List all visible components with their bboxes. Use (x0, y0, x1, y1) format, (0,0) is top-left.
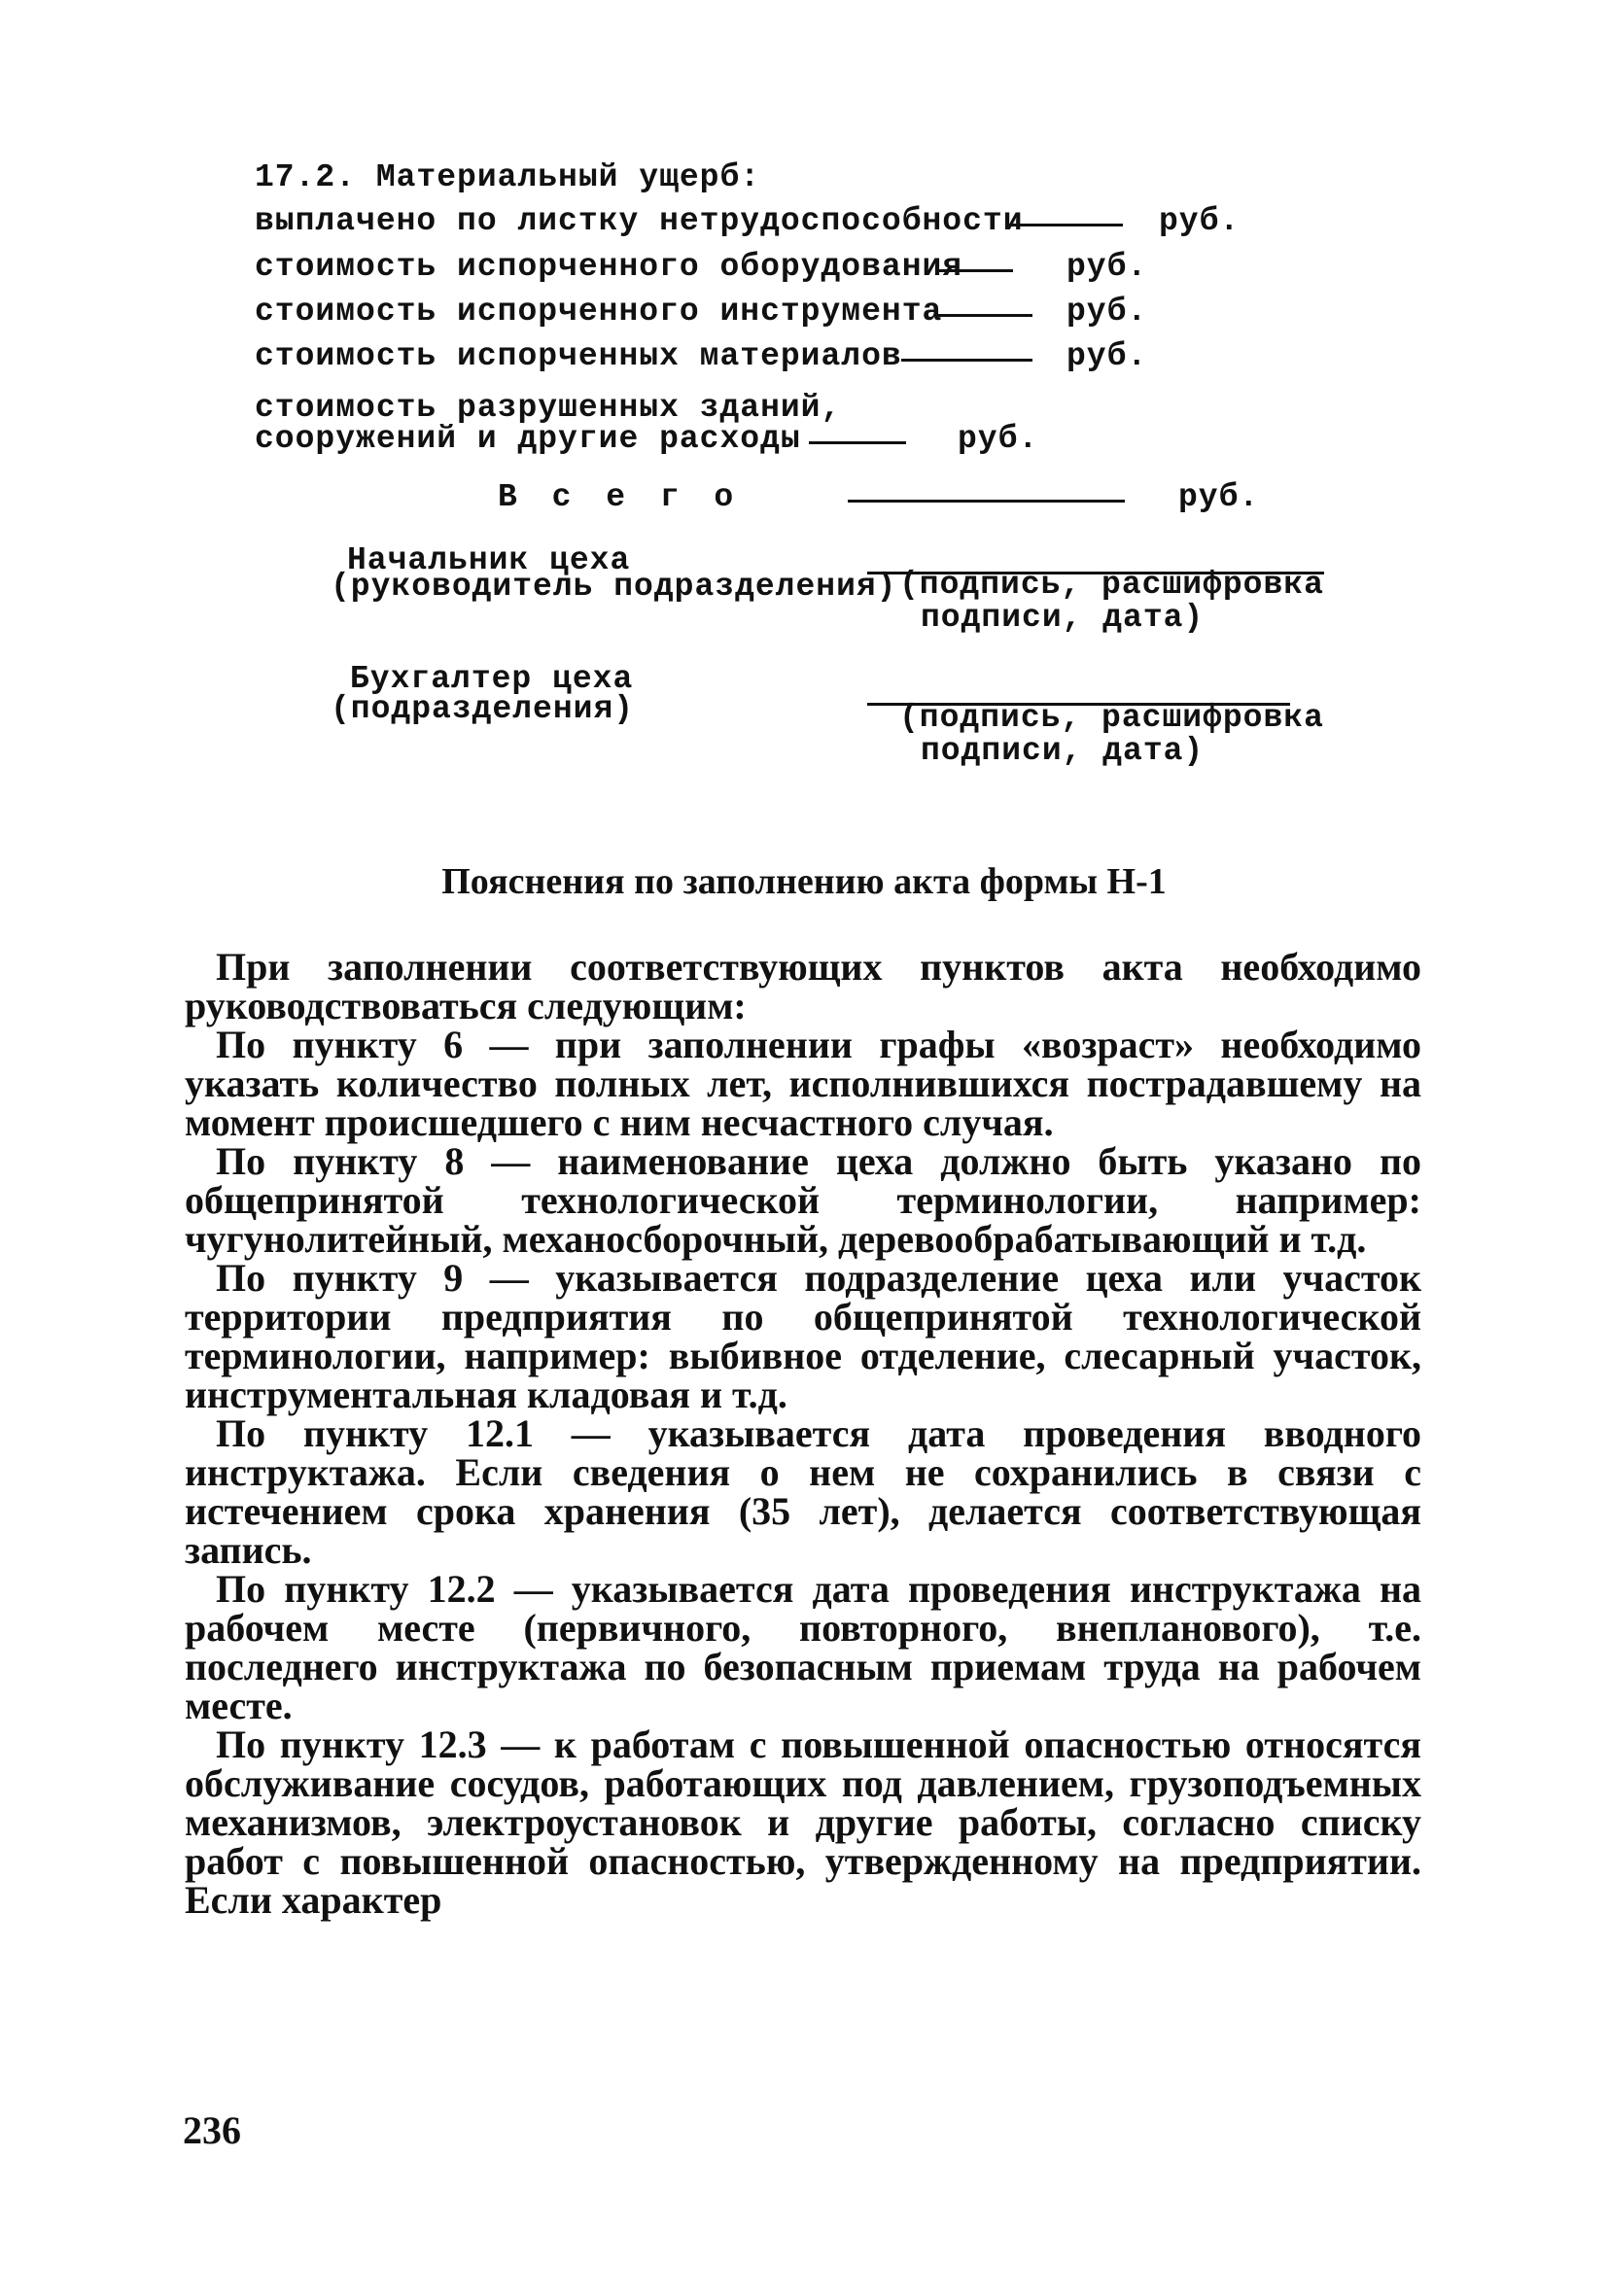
item-text: — указывается дата проведения инструктажа на рабочем месте (первичного, повторного, внепланового), т.е. последнего инструктажа по безопасным приемам труда на рабочем месте. (185, 1567, 1421, 1727)
damage-heading: 17.2. Материальный ущерб: (255, 159, 761, 195)
explanations-title: Пояснения по заполнению акта формы Н-1 (441, 861, 1167, 902)
item-label: По пункту 9 (216, 1256, 464, 1300)
amount-line (935, 314, 1032, 317)
amount-line (1008, 224, 1123, 226)
item-text: — при заполнении графы «возраст» необходимо указать количество полных лет, исполнившихся пострадавшему на момент происшедшего с ним несчастного случая. (185, 1023, 1421, 1144)
damage-buildings-line2: сооружений и другие расходы (255, 421, 801, 457)
item-text: — наименование цеха должно быть указано по общепринятой технологической терминологии, например: чугунолитейный, механосборочный, деревообрабатывающий и т.д. (185, 1139, 1421, 1261)
accountant-title: Бухгалтер цеха (350, 661, 634, 697)
item-text: — к работам с повышенной опасностью относятся обслуживание сосудов, работающих под давлением, грузоподъемных механизмов, электроустановок и другие работы, согласно списку работ с повышенной опасностью, утвержденному на предприятии. Если характер (185, 1722, 1422, 1922)
accountant-subtitle: (подразделения) (331, 691, 635, 727)
item-paragraph (185, 1411, 1421, 1572)
intro-paragraph: При заполнении соответствующих пунктов акта необходимо руководствоваться следующим: (185, 945, 1421, 1027)
total-label: В с е г о (498, 479, 742, 515)
damage-row-label: выплачено по листку нетрудоспособности (255, 203, 1024, 239)
item-paragraph (185, 1256, 1421, 1416)
damage-buildings-unit: руб. (958, 421, 1039, 457)
item-paragraph (185, 1139, 1421, 1261)
amount-line (901, 359, 1032, 362)
signature-caption: (подпись, расшифровка (899, 700, 1324, 736)
head-subtitle: (руководитель подразделения) (331, 569, 897, 605)
amount-line (809, 441, 906, 444)
signature-caption: (подпись, расшифровка (899, 567, 1324, 603)
signature-caption: подписи, дата) (921, 600, 1205, 636)
amount-line (935, 269, 1013, 272)
damage-row-label: стоимость испорченных материалов (255, 338, 902, 374)
page-number: 236 (183, 2108, 241, 2152)
item-paragraph (185, 1023, 1421, 1144)
item-label: По пункту 6 (216, 1023, 464, 1066)
item-label: По пункту 12.2 (216, 1567, 496, 1611)
head-title: Начальник цеха (347, 542, 631, 578)
damage-row-unit: руб. (1066, 338, 1148, 374)
total-amount-line (848, 500, 1125, 503)
item-text: — указывается дата проведения вводного инструктажа. Если сведения о нем не сохранились в связи с истечением срока хранения (35 лет), делается соответствующая запись. (185, 1411, 1421, 1572)
damage-buildings-line1: стоимость разрушенных зданий, (255, 390, 842, 426)
damage-row-unit: руб. (1066, 294, 1148, 330)
damage-row-unit: руб. (1066, 249, 1148, 285)
item-label: По пункту 12.1 (216, 1411, 534, 1455)
total-unit: руб. (1178, 479, 1260, 515)
damage-row-label: стоимость испорченного инструмента (255, 294, 943, 330)
damage-row-unit: руб. (1159, 203, 1241, 239)
item-label: По пункту 12.3 (216, 1722, 487, 1766)
item-paragraph (185, 1567, 1421, 1727)
item-label: По пункту 8 (216, 1139, 465, 1183)
signature-caption: подписи, дата) (921, 733, 1205, 769)
item-paragraph (185, 1722, 1422, 1922)
damage-row-label: стоимость испорченного оборудования (255, 249, 963, 285)
explanations-body (185, 945, 1422, 1922)
item-text: — указывается подразделение цеха или участок территории предприятия по общепринятой технологической терминологии, например: выбивное отделение, слесарный участок, инструментальная кладовая и т.д. (185, 1256, 1421, 1416)
